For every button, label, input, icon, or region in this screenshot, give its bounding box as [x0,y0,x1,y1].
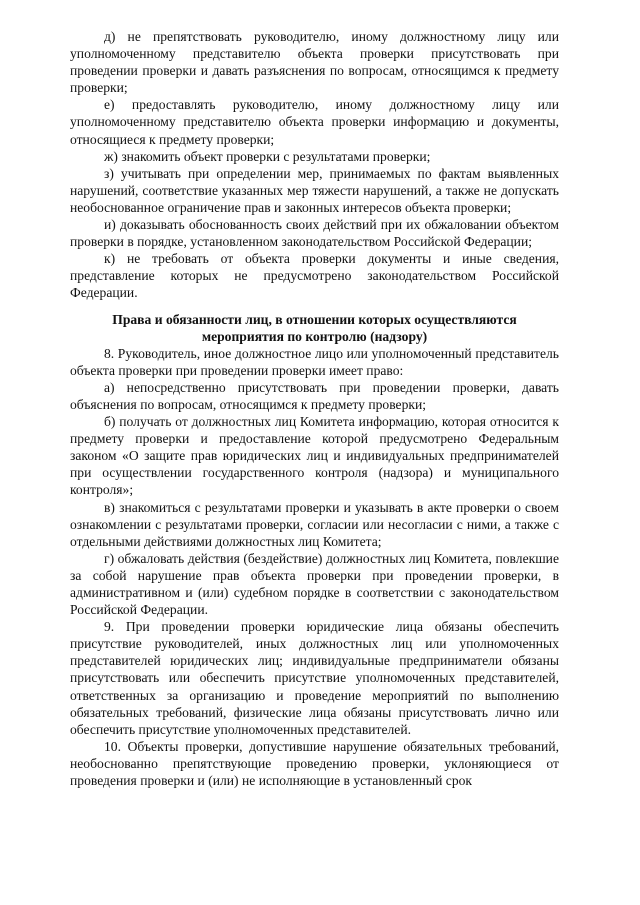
paragraph-e: е) предоставлять руководителю, иному должностному лицу или уполномоченному представителю объекта проверки информацию и документы, относящиеся к предмету проверки; [70,97,559,147]
paragraph-zh: ж) знакомить объект проверки с результатами проверки; [104,148,431,164]
section-heading: Права и обязанности лиц, в отношении которых осуществляются мероприятия по контролю (надзору) [112,311,517,344]
paragraph-d: д) не препятствовать руководителю, иному должностному лицу или уполномоченному представителю объекта проверки присутствовать при проведении проверки и давать разъяснения по вопросам, относящимся к предмету проверки; [70,29,559,96]
paragraph-k: к) не требовать от объекта проверки документы и иные сведения, представление которых не предусмотрено законодательством Российской Федерации. [70,251,559,301]
document-body [70,28,559,789]
paragraph-8a: а) непосредственно присутствовать при проведении проверки, давать объяснения по вопросам, относящимся к предмету проверки; [70,379,559,412]
paragraph-z: з) учитывать при определении мер, принимаемых по фактам выявленных нарушений, соответствие указанных мер тяжести нарушений, а также не допускать необоснованное ограничение прав и законных интересов объекта проверки; [70,165,559,215]
paragraph-10: 10. Объекты проверки, допустившие нарушение обязательных требований, необоснованно препятствующие проведению проверки, уклоняющиеся от проведения проверки и (или) не исполняющие в установленный срок [70,738,559,789]
paragraph-8v: в) знакомиться с результатами проверки и указывать в акте проверки о своем ознакомлении с результатами проверки, согласии или несогласии с ними, а также с отдельными действиями должностных лиц Комитета; [70,499,559,549]
paragraph-8b: б) получать от должностных лиц Комитета информацию, которая относится к предмету проверки и предоставление которой предусмотрено Федеральным законом «О защите прав юридических лиц и индивидуальных предпринимателей при осуществлении государственного контроля (надзора) и муниципального контроля»; [70,414,559,498]
paragraph-8g: г) обжаловать действия (бездействие) должностных лиц Комитета, повлекшие за собой нарушение прав объекта проверки при проведении проверки, в административном и (или) судебном порядке в соответствии с законодательством Российской Федерации. [70,550,559,618]
paragraph-i: и) доказывать обоснованность своих действий при их обжаловании объектом проверки в порядке, установленном законодательством Российской Федерации; [70,217,559,250]
paragraph-8: 8. Руководитель, иное должностное лицо или уполномоченный представитель объекта проверки при проведении проверки имеет право: [70,345,559,378]
paragraph-9: 9. При проведении проверки юридические лица обязаны обеспечить присутствие руководителей, иных должностных лиц или уполномоченных представителей юридических лиц; индивидуальные предприниматели обязаны присутствовать или обеспечить присутствие уполномоченных представителей, ответственных за организацию и проведение мероприятий по выполнению обязательных требований, физические лица обязаны присутствовать лично или обеспечить присутствие уполномоченных представителей. [70,619,559,737]
